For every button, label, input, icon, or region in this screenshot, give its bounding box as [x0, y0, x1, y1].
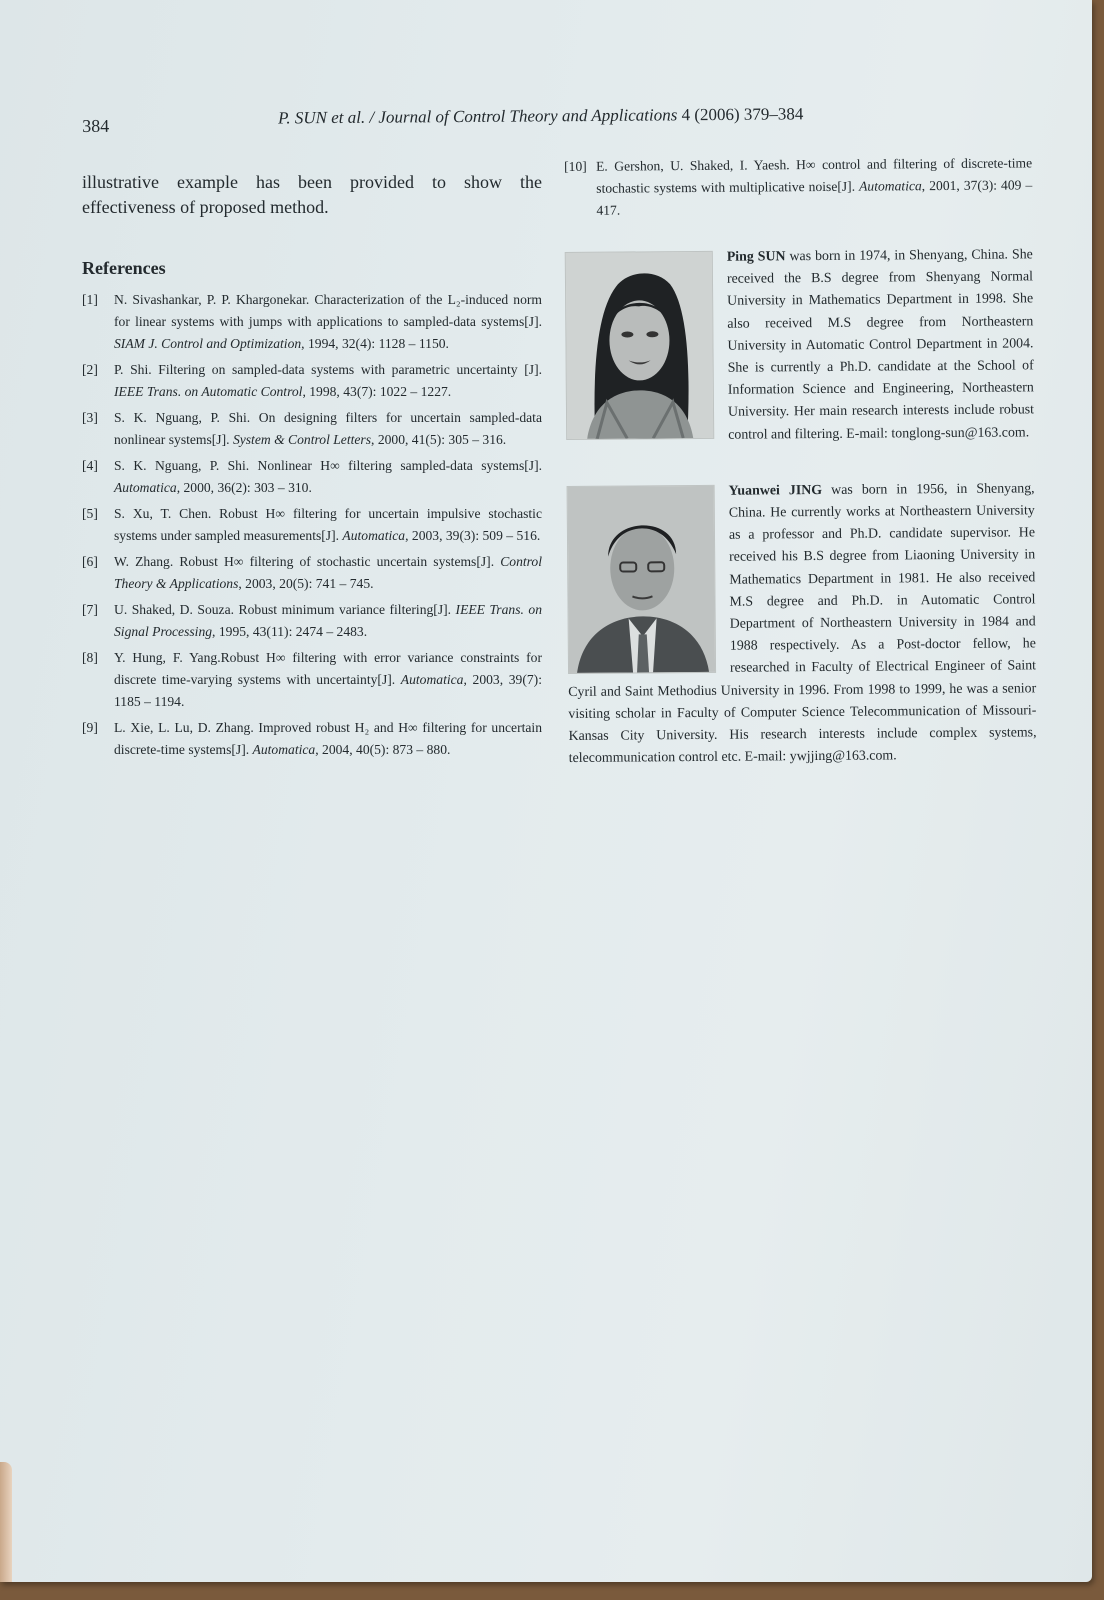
portrait-image: [566, 252, 713, 439]
reference-details: , 2000, 41(5): 305 – 316.: [371, 432, 507, 447]
references-heading: References: [82, 258, 166, 278]
reference-3: [82, 407, 542, 451]
reference-journal: IEEE Trans. on Signal Processing: [114, 602, 542, 639]
reference-10: [564, 152, 1033, 222]
reference-number: [5]: [82, 506, 98, 521]
reference-details: , 2003, 39(3): 509 – 516.: [405, 528, 541, 543]
reference-authors-title: P. Shi. Filtering on sampled-data systems with parametric uncertainty [J].: [114, 362, 542, 377]
reference-journal: Automatica: [400, 672, 464, 687]
reference-5: [82, 503, 542, 547]
reference-journal: IEEE Trans. on Automatic Control: [114, 384, 303, 399]
author-bio-yuanwei-jing: [567, 478, 1037, 770]
conclusion-tail-text: illustrative example has been provided to show the effectiveness of proposed method.: [82, 172, 542, 217]
reference-authors-title: Y. Hung, F. Yang.Robust H∞ filtering with error variance constraints for discrete time-varying systems with uncertainty[J].: [114, 650, 542, 687]
reference-6: [82, 551, 542, 595]
reference-number: [10]: [564, 158, 587, 174]
author-bio-text: was born in 1974, in Shenyang, China. She received the B.S degree from Shenyang Normal University in Mathematics Department in 1998. She also received M.S degree from Northeastern University in Automatic Control Department in 2004. She is currently a Ph.D. candidate at the School of Information Science and Engineering, Northeastern University. Her main research interests include robust control and filtering. E-mail: tonglong-sun@163.com.: [726, 247, 1035, 443]
reference-authors-title: L. Xie, L. Lu, D. Zhang. Improved robust H₂ and H∞ filtering for uncertain discrete-time systems[J].: [114, 720, 542, 757]
reference-authors-title: S. K. Nguang, P. Shi. On designing filters for uncertain sampled-data nonlinear systems[J].: [114, 410, 542, 447]
reference-number: [2]: [82, 362, 98, 377]
reference-journal: System & Control Letters: [232, 432, 372, 447]
reference-number: [6]: [82, 554, 98, 569]
reference-journal: Automatica: [252, 742, 316, 757]
reference-number: [8]: [82, 650, 98, 665]
reference-4: [82, 455, 542, 499]
author-photo-yuanwei-jing: [567, 485, 716, 674]
reference-8: [82, 647, 542, 713]
running-head-volume: 4 (2006) 379–384: [681, 104, 804, 125]
author-bio-ping-sun: [565, 244, 1035, 447]
reference-journal: Automatica: [114, 480, 177, 495]
reference-details: , 2003, 39(7): 1185 – 1194.: [114, 672, 542, 709]
author-bio-text: was born in 1956, in Shenyang, China. He currently works at Northeastern University as a professor and Ph.D. candidate supervisor. He received his B.S degree from Liaoning University in Mathematics Department in 1981. He also received M.S degree and Ph.D. in Automatic Control Department of Northeastern University in 1984 and 1988 respectively. As a Post-doctor fellow, he researched in Faculty of Electrical Engineer of Saint Cyril and Saint Methodius University in 1996. From 1998 to 1999, he was a senior visiting scholar in Faculty of Computer Science Telecommunication of Missouri-Kansas City University. His research interests include complex systems, telecommunication control etc. E-mail: ywjjing@163.com.: [568, 481, 1037, 767]
reference-number: [9]: [82, 720, 98, 735]
author-name: Yuanwei JING: [728, 482, 823, 499]
reference-details: , 1995, 43(11): 2474 – 2483.: [212, 624, 368, 639]
references-list: [82, 289, 542, 761]
reference-details: , 2003, 20(5): 741 – 745.: [238, 576, 374, 591]
right-column: [564, 152, 1037, 770]
reference-details: , 1998, 43(7): 1022 – 1227.: [302, 384, 452, 399]
reference-number: [7]: [82, 602, 98, 617]
left-column: [82, 170, 542, 765]
reference-journal: Control Theory & Applications: [114, 554, 542, 591]
reference-details: , 2000, 36(2): 303 – 310.: [176, 480, 312, 495]
reference-number: [3]: [82, 410, 98, 425]
page-number: 384: [82, 115, 110, 136]
reference-authors-title: N. Sivashankar, P. P. Khargonekar. Characterization of the L₂-induced norm for linear systems with jumps with applications to sampled-data systems[J].: [114, 292, 542, 329]
author-photo-ping-sun: [565, 251, 714, 440]
reference-authors-title: S. Xu, T. Chen. Robust H∞ filtering for uncertain impulsive stochastic systems under sampled measurements[J].: [114, 506, 542, 543]
reference-authors-title: S. K. Nguang, P. Shi. Nonlinear H∞ filtering sampled-data systems[J].: [114, 458, 542, 473]
reference-journal: Automatica: [859, 178, 922, 194]
author-name: Ping SUN: [726, 249, 786, 265]
reference-number: [1]: [82, 292, 98, 307]
reference-1: [82, 289, 542, 355]
reference-authors-title: U. Shaked, D. Souza. Robust minimum variance filtering[J].: [114, 602, 456, 617]
reference-details: , 2004, 40(5): 873 – 880.: [315, 742, 451, 757]
reference-details: , 1994, 32(4): 1128 – 1150.: [301, 336, 449, 351]
reference-2: [82, 359, 542, 403]
reference-authors-title: E. Gershon, U. Shaked, I. Yaesh. H∞ control and filtering of discrete-time stochastic systems with multiplicative noise[J].: [596, 155, 1033, 196]
reference-journal: Automatica: [342, 528, 406, 543]
reference-7: [82, 599, 542, 643]
running-head: [278, 104, 803, 128]
reference-9: [82, 717, 542, 761]
page-binding-edge: [0, 1462, 12, 1582]
reference-number: [4]: [82, 458, 98, 473]
page-header: [82, 100, 842, 136]
running-head-title: P. SUN et al. / Journal of Control Theory and Applications: [278, 105, 678, 128]
reference-journal: SIAM J. Control and Optimization: [114, 336, 302, 351]
reference-details: , 2001, 37(3): 409 – 417.: [596, 177, 1033, 218]
reference-authors-title: W. Zhang. Robust H∞ filtering of stochastic uncertain systems[J].: [114, 554, 501, 569]
portrait-image: [568, 486, 715, 673]
